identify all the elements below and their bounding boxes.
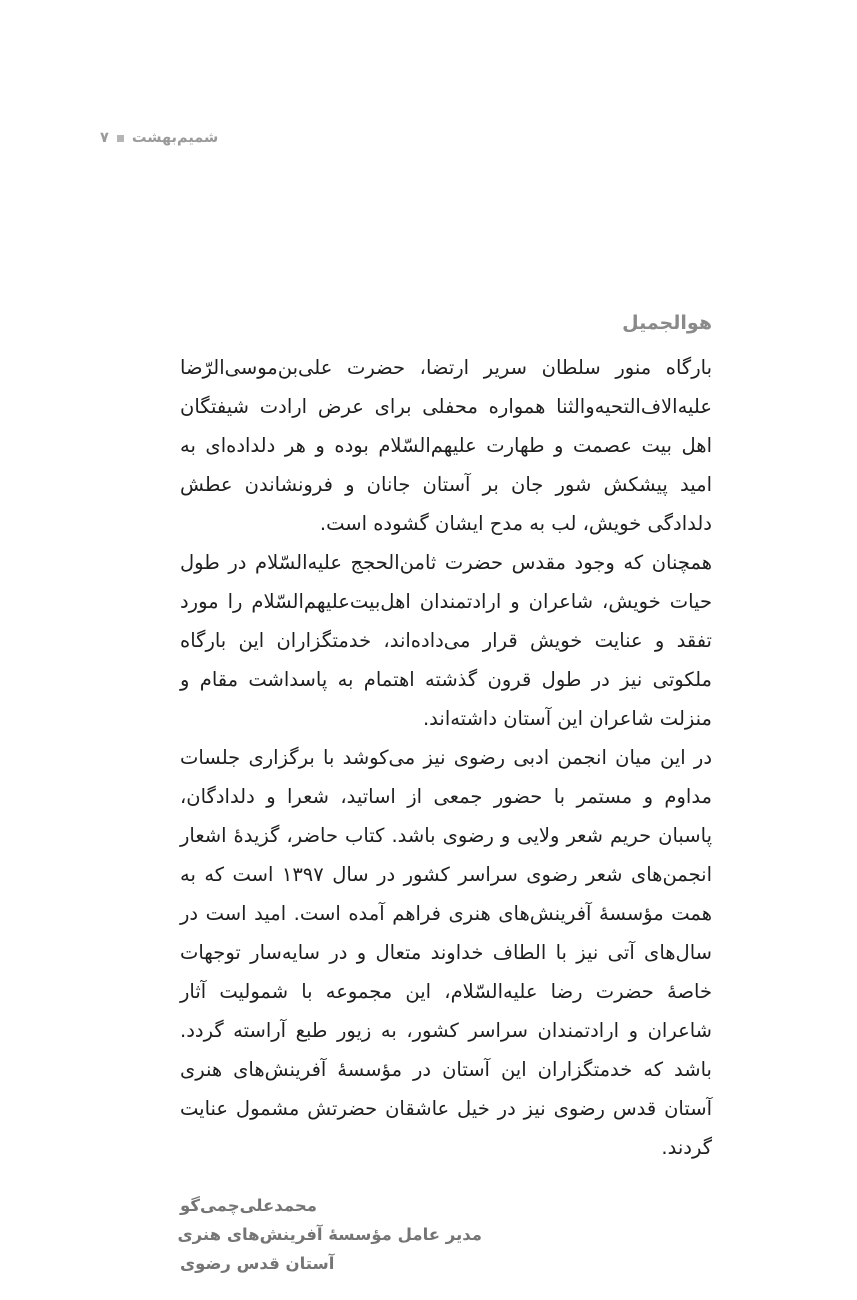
page-number: ۷ [100,130,109,146]
paragraph-2: همچنان که وجود مقدس حضرت ثامن‌الحجج علیه‌السّلام در طول حیات خویش، شاعران و ارادتمندان اهل‌بیت‌علیهم‌السّلام را مورد تفقد و عنایت خویش قرار می‌داده‌اند، خدمتگزاران این بارگاه ملکوتی نیز در طول قرون گذشته اهتمام به پاسداشت مقام و منزلت شاعران این آستان داشته‌اند. [180,551,712,730]
signature-organization: آستان قدس رضوی [180,1254,335,1273]
signature-name: محمدعلی‌چمی‌گو [180,1196,317,1215]
square-bullet-icon [117,135,124,142]
paragraph-3: در این میان انجمن ادبی رضوی نیز می‌کوشد با برگزاری جلسات مداوم و مستمر با حضور جمعی از اساتید، شعرا و دلدادگان، پاسبان حریم شعر ولایی و رضوی باشد. کتاب حاضر، گزیدهٔ اشعار انجمن‌های شعر رضوی سراسر کشور در سال ۱۳۹۷ است که به همت مؤسسهٔ آفرینش‌های هنری فراهم آمده است. امید است در سال‌های آتی نیز با الطاف خداوند متعال و در سایه‌سار توجهات خاصهٔ حضرت رضا علیه‌السّلام، این مجموعه با شمولیت آثار شاعران و ارادتمندان سراسر کشور، به زیور طبع آراسته گردد. باشد که خدمتگزاران این آستان در مؤسسهٔ آفرینش‌های هنری آستان قدس رضوی نیز در خیل عاشقان حضرتش مشمول عنایت گردند. [180,746,712,1159]
section-heading: هوالجمیل [622,312,712,334]
signature-block [177,1191,712,1278]
running-head-book-title: شمیم‌بهشت [131,130,219,146]
paragraph-1: بارگاه منور سلطان سریر ارتضا، حضرت علی‌بن‌موسی‌الرّضا علیه‌الاف‌التحیه‌والثنا همواره محفلی برای عرض ارادت شیفتگان اهل بیت عصمت و طهارت علیهم‌السّلام بوده و هر دلداده‌ای به امید پیشکش شور جان بر آستان جانان و فرونشاندن عطش دلدادگی خویش، لب به مدح ایشان گشوده است. [180,356,712,535]
running-head [100,130,218,146]
signature-title: مدیر عامل مؤسسهٔ آفرینش‌های هنری [177,1225,482,1244]
text-column [177,308,712,1278]
